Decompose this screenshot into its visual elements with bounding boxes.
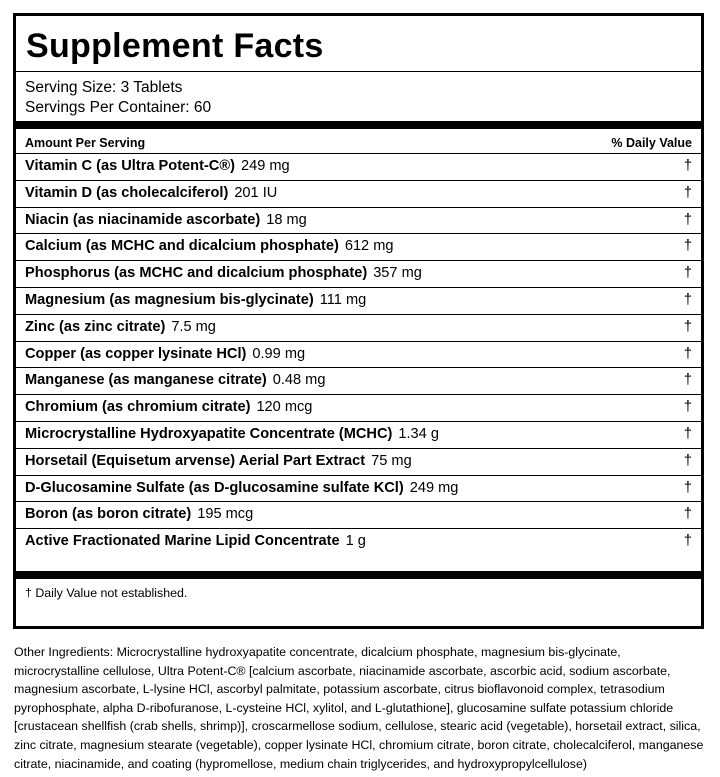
servings-per-container: Servings Per Container: 60 <box>25 99 212 116</box>
serving-info <box>25 78 211 118</box>
nutrient-daily-value: † <box>683 372 692 389</box>
panel-title: Supplement Facts <box>26 27 324 65</box>
nutrient-amount: 201 IU <box>234 184 278 201</box>
nutrient-daily-value: † <box>683 184 692 201</box>
nutrient-name: Active Fractionated Marine Lipid Concentrate <box>25 533 340 550</box>
nutrient-amount: 1.34 g <box>398 425 439 442</box>
footnote: † Daily Value not established. <box>25 586 188 600</box>
nutrient-daily-value: † <box>683 533 692 550</box>
nutrient-amount: 357 mg <box>373 265 422 282</box>
nutrient-name: Chromium (as chromium citrate) <box>25 399 251 416</box>
nutrient-row <box>16 341 701 368</box>
nutrient-row <box>16 153 701 180</box>
nutrient-daily-value: † <box>683 452 692 469</box>
nutrient-row <box>16 207 701 234</box>
nutrient-daily-value: † <box>683 238 692 255</box>
nutrient-daily-value: † <box>683 399 692 416</box>
nutrient-table <box>16 153 701 555</box>
nutrient-row <box>16 260 701 287</box>
serving-size: Serving Size: 3 Tablets <box>25 79 183 96</box>
nutrient-daily-value: † <box>683 479 692 496</box>
nutrient-name: Copper (as copper lysinate HCl) <box>25 345 247 362</box>
nutrient-amount: 0.48 mg <box>272 372 326 389</box>
nutrient-amount: 1 g <box>345 533 366 550</box>
nutrient-name: Magnesium (as magnesium bis-glycinate) <box>25 291 314 308</box>
nutrient-daily-value: † <box>683 506 692 523</box>
nutrient-name: Horsetail (Equisetum arvense) Aerial Part Extract <box>25 452 366 469</box>
nutrient-amount: 195 mcg <box>197 506 254 523</box>
nutrient-name: Boron (as boron citrate) <box>25 506 192 523</box>
nutrient-row <box>16 287 701 314</box>
nutrient-name: D-Glucosamine Sulfate (as D-glucosamine sulfate KCl) <box>25 479 404 496</box>
nutrient-amount: 249 mg <box>409 479 459 496</box>
nutrient-amount: 111 mg <box>319 291 367 308</box>
nutrient-row <box>16 314 701 341</box>
nutrient-name: Microcrystalline Hydroxyapatite Concentrate (MCHC) <box>25 425 393 442</box>
nutrient-row <box>16 394 701 421</box>
nutrient-name: Vitamin C (as Ultra Potent-C®) <box>25 158 235 174</box>
nutrient-row <box>16 528 701 555</box>
thick-divider-bottom <box>16 571 701 579</box>
nutrient-daily-value: † <box>683 291 692 308</box>
nutrient-name: Vitamin D (as cholecalciferol) <box>25 184 229 201</box>
nutrient-row <box>16 421 701 448</box>
column-header <box>25 133 692 153</box>
nutrient-amount: 75 mg <box>371 452 412 469</box>
nutrient-row <box>16 448 701 475</box>
nutrient-amount: 0.99 mg <box>252 345 306 362</box>
nutrient-daily-value: † <box>683 425 692 442</box>
daily-value-label: % Daily Value <box>611 136 692 150</box>
nutrient-amount: 249 mg <box>240 158 290 174</box>
nutrient-daily-value: † <box>683 318 692 335</box>
nutrient-name: Zinc (as zinc citrate) <box>25 318 166 335</box>
nutrient-daily-value: † <box>683 158 692 174</box>
nutrient-daily-value: † <box>683 345 692 362</box>
nutrient-name: Niacin (as niacinamide ascorbate) <box>25 211 261 228</box>
nutrient-row <box>16 475 701 502</box>
nutrient-row <box>16 233 701 260</box>
nutrient-row <box>16 367 701 394</box>
thick-divider-top <box>16 121 701 129</box>
nutrient-name: Calcium (as MCHC and dicalcium phosphate) <box>25 238 339 255</box>
nutrient-amount: 612 mg <box>344 238 394 255</box>
nutrient-daily-value: † <box>683 265 692 282</box>
nutrient-daily-value: † <box>683 211 692 228</box>
nutrient-row <box>16 501 701 528</box>
supplement-facts-panel <box>13 13 704 629</box>
title-divider <box>16 71 701 72</box>
nutrient-amount: 18 mg <box>266 211 307 228</box>
nutrient-amount: 120 mcg <box>256 399 313 416</box>
other-ingredients: Other Ingredients: Microcrystalline hydroxyapatite concentrate, dicalcium phosphate, magnesium bis-glycinate, microcrystalline cellulose, Ultra Potent-C® [calcium ascorbate, niacinamide ascorbate, ascorbic acid, sodium ascorbate, magnesium ascorbate, L-lysine HCl, ascorbyl palmitate, potassium ascorbate, citrus bioflavonoid complex, tetrasodium pyrophosphate, alpha D-ribofuranose, L-cysteine HCl, xylitol, and L-glutathione], glucosamine sulfate potassium chloride [crustacean shellfish (crab shells, shrimp)], croscarmellose sodium, cellulose, stearic acid (vegetable), horsetail extract, silica, zinc citrate, magnesium stearate (vegetable), copper lysinate HCl, chromium citrate, boron citrate, cholecalciferol, manganese citrate, niacinamide, and coating (hypromellose, medium chain triglycerides, and hydroxypropylcellulose) <box>14 645 704 771</box>
nutrient-row <box>16 180 701 207</box>
nutrient-name: Manganese (as manganese citrate) <box>25 372 267 389</box>
nutrient-name: Phosphorus (as MCHC and dicalcium phosphate) <box>25 265 368 282</box>
nutrient-amount: 7.5 mg <box>171 318 216 335</box>
amount-per-serving-label: Amount Per Serving <box>25 136 146 150</box>
